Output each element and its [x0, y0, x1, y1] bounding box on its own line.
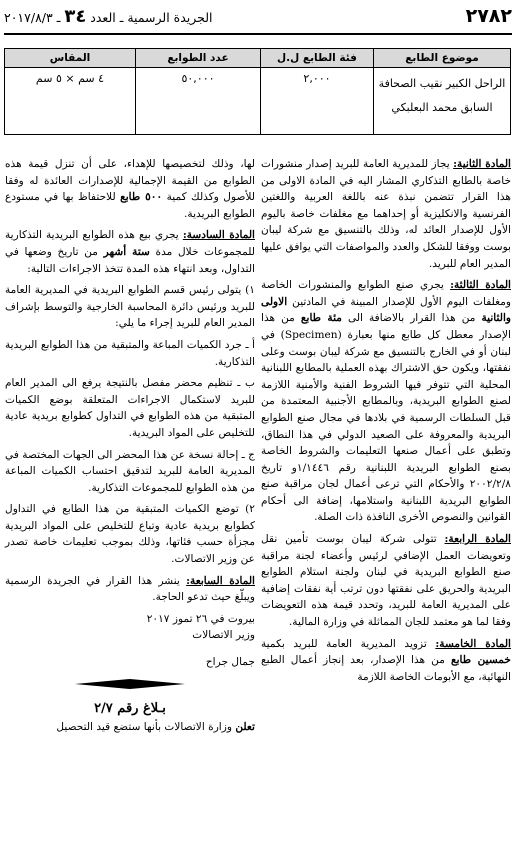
page-number: ٢٧٨٢	[465, 5, 512, 27]
article-6-item-c: ج ـ إحالة نسخة عن هذا المحضر الى الجهات المختصة في المديرية العامة للبريد لتدقيق احتساب الكميات المباعة من هذه الطوابع للمجموعات التذكارية.	[5, 448, 255, 494]
right-column	[261, 156, 511, 690]
article-7-text: ينشر هذا القرار في الجريدة الرسمية ويبلّغ حيث تدعو الحاجة.	[5, 574, 255, 604]
col-subject-header: موضوع الطابع	[374, 49, 511, 68]
section-divider	[5, 671, 255, 697]
article-6-label: المادة السادسة:	[182, 229, 255, 242]
article-3-text-1: يجري صنع الطوابع والمنشورات الخاصة ومغلفات اليوم الأول للإصدار المبينة في المادتين	[261, 279, 511, 308]
stamp-table	[4, 48, 511, 135]
article-4	[261, 531, 511, 631]
article-2-text: يجاز للمديرية العامة للبريد إصدار منشورات خاصة بالطابع التذكاري المشار اليه في المادة الاولى من هذا القرار تتضمن نبذة عنه باللغة العربية واللغتين الفرنسية والانكليزية أو إحداهما مع مغلفات خاصة باليوم الأول للإصدار العائد له، وذلك بالتنسيق مع شركة ليبان بوست ووفقا للشكل والعدد والمواصفات التي يوافق عليها المدير العام للبريد.	[261, 158, 511, 270]
stamp-subject	[374, 68, 511, 135]
publication-name: الجريدة الرسمية ـ العدد	[90, 9, 213, 25]
article-5-label: المادة الخامسة:	[435, 637, 511, 650]
article-2	[261, 156, 511, 272]
cont-text-2: للاحتفاظ بها في مستودع الطوابع البريدية.	[5, 191, 255, 220]
article-2-label: المادة الثانية:	[453, 158, 511, 170]
notice-body: وزارة الاتصالات بأنها ستضع قيد التحصيل	[56, 721, 232, 734]
issue-date: ٢٠١٧/٨/٣	[4, 9, 53, 25]
cont-text-1: لها، وذلك لتخصيصها للإهداء، على أن تنزل قيمة هذه الطوابع من القيمة الإجمالية للإصدارات العائدة له وفقا للأصول وكذلك كمية	[5, 158, 256, 204]
article-6-item-a: أ ـ جرد الكميات المباعة والمتبقية من هذا الطوابع البريدية التذكارية.	[5, 338, 255, 368]
article-6-text-2: من تاريخ وضعها في التداول، وبعد انتهاء هذه المدة تتخذ الاجراءات التالية:	[5, 245, 255, 275]
issue-number: ٣٤	[64, 5, 87, 27]
notice-bold: تعلن	[235, 721, 255, 734]
article-4-label: المادة الرابعة:	[444, 533, 512, 546]
signature-place-date: بيروت في ٢٦ تموز ٢٠١٧	[146, 612, 255, 625]
col-value-header: فئة الطابع ل.ل	[261, 49, 374, 68]
signature-name: جمال جراح	[205, 656, 255, 669]
left-column	[5, 156, 255, 741]
signature-title: وزير الاتصالات	[192, 629, 255, 642]
article-3-bold-2: مئة طابع	[300, 312, 342, 325]
article-3-bold-1: الاولى والثانية	[261, 295, 512, 325]
article-5-text-2: من هذا الإصدار، بعد إنجاز أعمال الطبع النهائية، مع الأبومات الخاصة اللازمة	[261, 654, 511, 683]
divider-ornament-icon	[75, 678, 185, 690]
article-6-item-b: ب ـ تنظيم محضر مفصل بالنتيجة يرفع الى المدير العام للبريد لاستكمال الاجراءات المتعلقة بوضع الكميات المتبقية من هذه الطوابع في التداول كطوابع بريدية عادية للتخليص على المواد البريدية.	[5, 377, 255, 439]
article-3-text-2: من هذا القرار بالاضافة الى	[348, 312, 476, 325]
article-5-bold: خمسين طابع	[450, 654, 511, 667]
article-3-text-3: من هذا الإصدار معطل كل طابع منها بعبارة (Specimen) في لبنان أو في الخارج بالتنسيق مع شركة ليبان بوست وعلى نفقتها، ويكون حق الاشتراك بهذه العملية بالمطابع اللبنانية المحلية التي تتوفر فيها الشروط الفنية والأمنية اللازمة لصنع الطوابع البريدية، وبالمطابع الأجنبية المعتمدة من قبل السلطات الرسمية في بلادها في مجال صنع الطوابع البريدية والمعروفة على الصعيد الدولي في هذا النطاق، وتطبق على أعمال صنعها التعليمات والشروط الخاصة بصنع الطوابع البريدية اللبنانية رقم ١/١٤٤٦و تاريخ ٢٠٠٢/٢/٨ والأحكام التي ترعى أعمال لجان مراقبة صنع الطوابع البريدية اللبنانية واستلامها، إضافة الى أحكام القوانين والنصوص الأخرى النافذة ذات الصلة.	[261, 312, 511, 524]
page-header	[4, 2, 512, 30]
subject-line-2: السابق محمد البعلبكي	[391, 101, 493, 114]
publication-line: الجريدة الرسمية ـ العدد ٣٤ ـ ٢٠١٧/٨/٣	[4, 5, 213, 27]
notice-text	[5, 719, 255, 736]
header-divider	[4, 33, 512, 35]
article-7	[5, 573, 255, 606]
cont-bold: ٥٠٠ طابع	[120, 191, 163, 204]
col-size-header: المقاس	[5, 49, 136, 68]
article-3-label: المادة الثالثة:	[450, 279, 511, 292]
col-count-header: عدد الطوابع	[136, 49, 261, 68]
subject-line-1: الراحل الكبير نقيب الصحافة	[378, 77, 506, 90]
article-4-text: تتولى شركة ليبان بوست تأمين نقل وتعويضات العمل الإضافي لرئيس وأعضاء لجنة مراقبة صنع الطوابع البريدية في لبنان ولجنة استلام الطوابع البريدية والحريق على نفقتها دون ترتب أية نفقات إضافية على المديرية العامة للبريد، وتحدد قيمة هذه التعويضات وفقا لما هو معتمد للجان المماثلة في وزارة المالية.	[261, 533, 511, 629]
article-7-label: المادة السابعة:	[186, 574, 255, 587]
article-5-text-1: تزويد المديرية العامة للبريد بكمية	[261, 637, 427, 650]
signature-block	[5, 611, 255, 671]
article-6-bold: ستة أشهر	[103, 245, 150, 258]
article-6	[5, 227, 255, 277]
stamp-count: ٥٠,٠٠٠	[136, 68, 261, 135]
table-header-row	[5, 49, 511, 68]
article-6-item-1: ١) يتولى رئيس قسم الطوابع البريدية في المديرية العامة للبريد ورئيس دائرة المحاسبة الخارجية والتوسط بإشراف المدير العام للبريد إجراء ما يلي:	[5, 284, 255, 330]
table-row	[5, 68, 511, 135]
stamp-value: ٢,٠٠٠	[261, 68, 374, 135]
notice-title: بـلاغ رقم ٢/٧	[94, 700, 166, 716]
article-6-text-1: يجري بيع هذه الطوابع البريدية التذكارية للمجموعات خلال مدة	[5, 229, 255, 258]
article-6-item-2: ٢) توضع الكميات المتبقية من هذا الطابع في التداول كطوابع بريدية عادية وتباع للتخليص على المواد البريدية مجزأة حسب فئاتها، وذلك بموجب تعليمات خاصة تصدر عن وزير الاتصالات.	[5, 503, 255, 566]
article-5-continued	[5, 156, 255, 222]
article-5	[261, 636, 511, 686]
stamp-size: ٤ سم × ٥ سم	[5, 68, 136, 135]
article-3	[261, 277, 511, 526]
